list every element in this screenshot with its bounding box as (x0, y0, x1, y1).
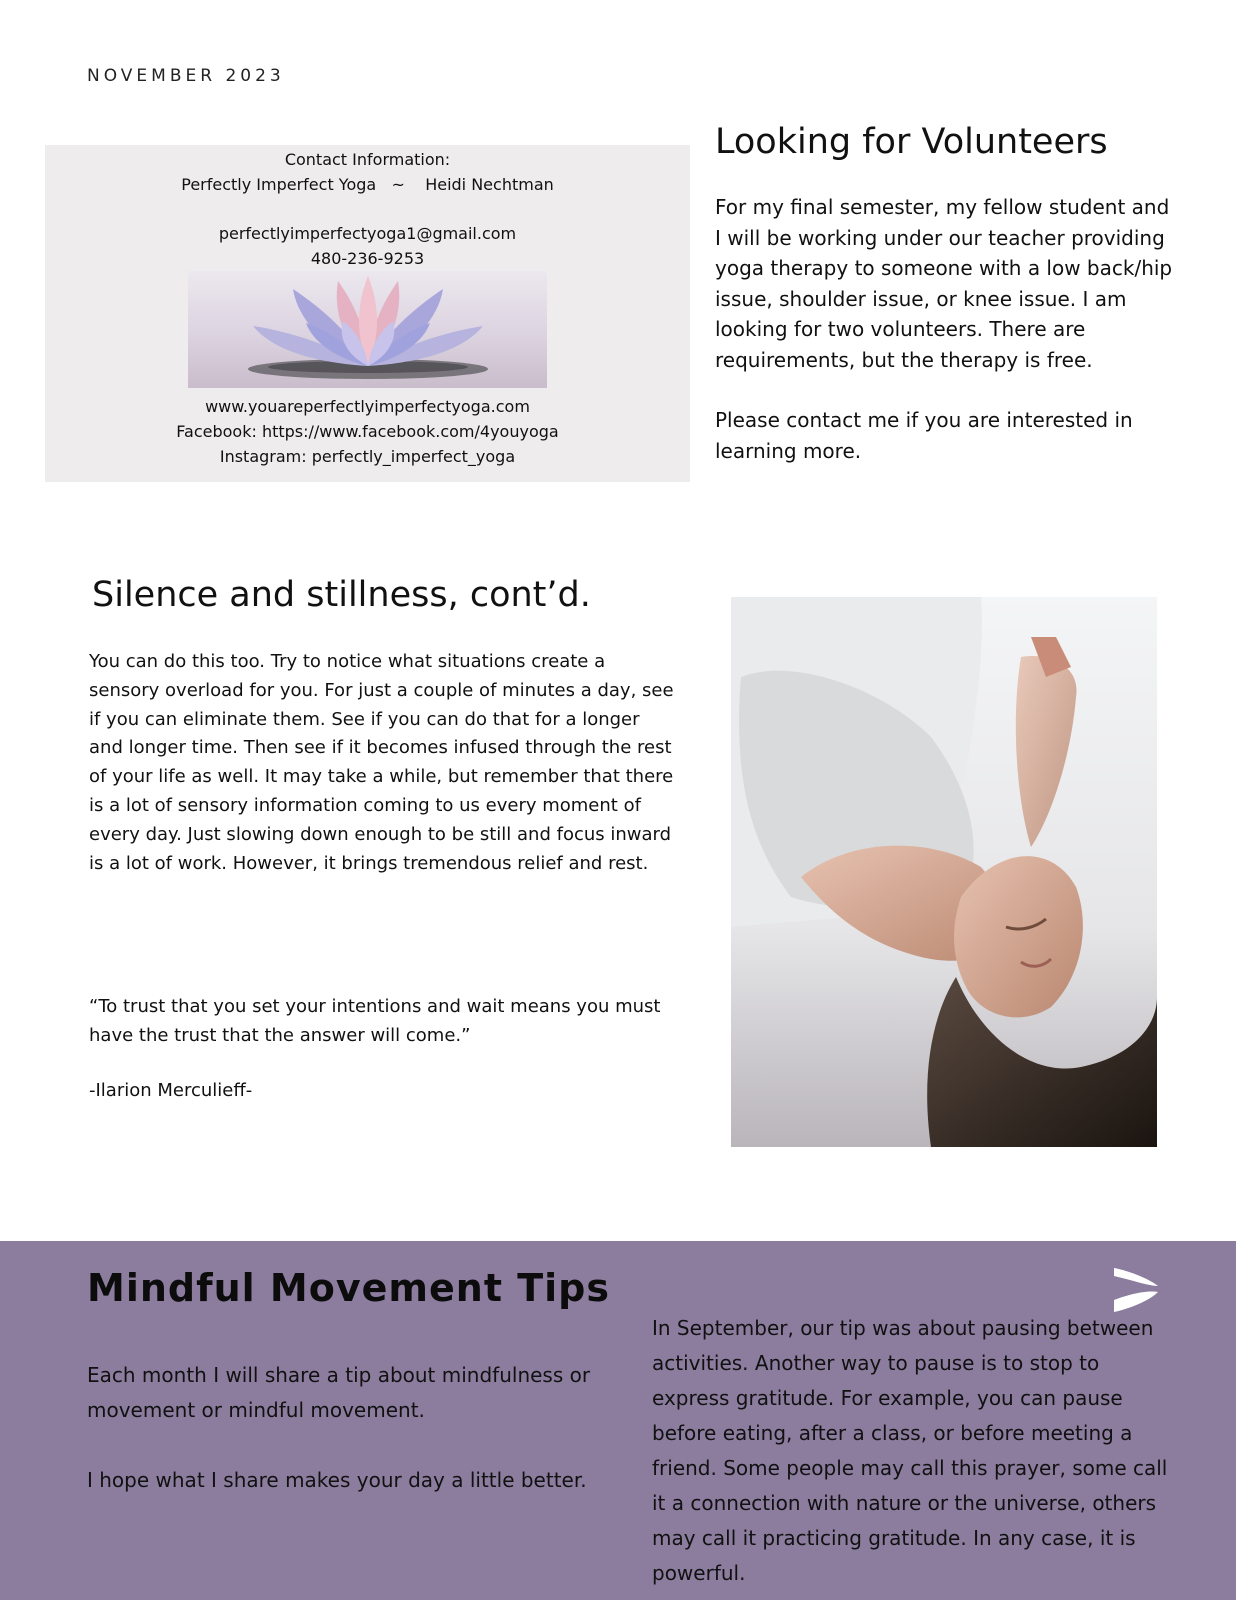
brand-logo-icon (1108, 1266, 1160, 1314)
silence-body (89, 648, 679, 878)
volunteers-paragraph-2: Please contact me if you are interested in learning more. (715, 408, 1133, 463)
mindful-right-text (652, 1311, 1172, 1591)
quote-block (89, 993, 679, 1051)
quote-text: “To trust that you set your intentions and wait means you must have the trust that the answer will come.” (89, 996, 661, 1046)
silence-title: Silence and stillness, cont’d. (92, 575, 591, 615)
instagram-handle[interactable]: Instagram: perfectly_imperfect_yoga (219, 447, 516, 466)
quote-author: -Ilarion Merculieff- (89, 1080, 253, 1101)
facebook-link[interactable]: Facebook: https://www.facebook.com/4youyoga (176, 422, 559, 441)
mindful-title: Mindful Movement Tips (87, 1266, 610, 1310)
volunteers-paragraph-1: For my final semester, my fellow student and I will be working under our teacher providing yoga therapy to someone with a low back/hip issue, shoulder issue, or knee issue. I am looking for two volunteers. There are requirements, but the therapy is free. (715, 195, 1173, 372)
contact-phone: 480-236-9253 (310, 249, 425, 268)
silence-paragraph: You can do this too. Try to notice what situations create a sensory overload for you. For just a couple of minutes a day, see if you can eliminate them. See if you can do that for a longer and longer time. Then see if it becomes infused through the rest of your life as well. It may take a while, but remember that there is a lot of sensory information coming to us every moment of every day. Just slowing down enough to be still and focus inward is a lot of work. However, it brings tremendous relief and rest. (89, 651, 674, 874)
contact-heading: Contact Information: (284, 150, 451, 169)
mindful-right-paragraph: In September, our tip was about pausing between activities. Another way to pause is to stop to express gratitude. For example, you can pause before eating, after a class, or before meeting a friend. Some people may call this prayer, some call it a connection with nature or the universe, others may call it practicing gratitude. In any case, it is powerful. (652, 1316, 1168, 1585)
volunteers-text (715, 192, 1175, 466)
mindful-left-paragraph-2: I hope what I share makes your day a little better. (87, 1468, 587, 1492)
mindful-left-text (87, 1358, 647, 1498)
contact-email[interactable]: perfectlyimperfectyoga1@gmail.com (218, 224, 517, 243)
newsletter-date: NOVEMBER 2023 (87, 66, 285, 86)
business-name: Perfectly Imperfect Yoga ~ Heidi Nechtman (181, 175, 554, 194)
lotus-flower-image (188, 271, 547, 388)
contact-info-box (45, 145, 690, 482)
mindful-left-paragraph-1: Each month I will share a tip about mindfulness or movement or mindful movement. (87, 1363, 591, 1422)
volunteers-title: Looking for Volunteers (715, 122, 1108, 162)
website-link[interactable]: www.youareperfectlyimperfectyoga.com (205, 397, 530, 416)
woman-resting-photo (731, 597, 1157, 1147)
